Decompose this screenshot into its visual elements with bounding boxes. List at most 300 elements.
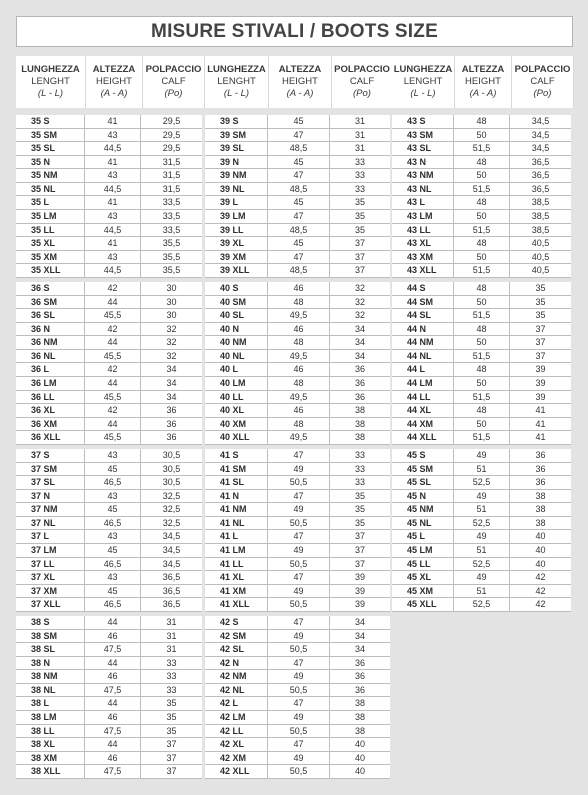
- size-cell: 39 SL: [205, 142, 268, 155]
- height-cell: 43: [85, 251, 141, 264]
- height-cell: 45,5: [85, 431, 141, 444]
- table-row: [205, 517, 390, 531]
- table-row: [16, 738, 202, 752]
- table-row: [205, 490, 390, 504]
- table-row: [205, 251, 390, 265]
- height-cell: 43: [85, 169, 141, 182]
- height-cell: 44,5: [85, 142, 141, 155]
- size-cell: 44 NL: [392, 350, 454, 363]
- height-cell: 46: [268, 363, 330, 376]
- calf-cell: 36: [354, 671, 365, 682]
- calf-cell: 40: [354, 752, 365, 763]
- height-cell: 45: [268, 196, 330, 209]
- header-calf: [143, 56, 204, 108]
- calf-cell: 37: [535, 350, 546, 361]
- size-block: [205, 282, 390, 445]
- size-cell: 37 XM: [16, 585, 85, 598]
- table-row: [16, 530, 202, 544]
- size-cell: 40 XM: [205, 418, 268, 431]
- calf-cell: 38: [535, 504, 546, 515]
- table-row: [392, 336, 571, 350]
- table-row: [392, 251, 571, 265]
- table-row: [16, 657, 202, 671]
- header-length-line-3: (L - L): [410, 88, 436, 99]
- table-row: [392, 296, 571, 310]
- size-cell: 39 LM: [205, 210, 268, 223]
- table-row: [205, 391, 390, 405]
- height-cell: 49: [268, 670, 330, 683]
- height-cell: 46,5: [85, 517, 141, 530]
- calf-cell: 32: [166, 350, 177, 361]
- height-cell: 47,5: [85, 725, 141, 738]
- height-cell: 48,5: [268, 183, 330, 196]
- height-cell: 49: [268, 503, 330, 516]
- table-row: [16, 264, 202, 278]
- height-cell: 47: [268, 449, 330, 462]
- table-row: [205, 530, 390, 544]
- table-row: [392, 323, 571, 337]
- height-cell: 47: [268, 169, 330, 182]
- size-cell: 38 XL: [16, 738, 85, 751]
- header-calf-line-2: CALF: [161, 76, 186, 87]
- size-cell: 41 SM: [205, 463, 268, 476]
- size-cell: 37 LL: [16, 558, 85, 571]
- calf-cell: 30: [166, 296, 177, 307]
- size-cell: 40 N: [205, 323, 268, 336]
- height-cell: 46,5: [85, 598, 141, 611]
- size-cell: 44 XLL: [392, 431, 454, 444]
- size-cell: 37 SM: [16, 463, 85, 476]
- table-row: [16, 224, 202, 238]
- header-height-line-3: (A - A): [286, 88, 314, 99]
- calf-cell: 35: [166, 712, 177, 723]
- calf-cell: 39: [354, 572, 365, 583]
- size-cell: 35 SM: [16, 129, 85, 142]
- height-cell: 51,5: [454, 431, 510, 444]
- size-cell: 36 LM: [16, 377, 85, 390]
- height-cell: 48: [268, 377, 330, 390]
- height-cell: 41: [85, 196, 141, 209]
- table-row: [205, 350, 390, 364]
- calf-cell: 34,5: [162, 531, 181, 542]
- table-row: [16, 296, 202, 310]
- height-cell: 48: [454, 196, 510, 209]
- header-calf-line-1: POLPACCIO: [334, 64, 390, 75]
- table-row: [16, 517, 202, 531]
- size-cell: 42 LL: [205, 725, 268, 738]
- height-cell: 45: [268, 115, 330, 128]
- table-row: [392, 391, 571, 405]
- height-cell: 50: [454, 129, 510, 142]
- height-cell: 46: [85, 752, 141, 765]
- table-row: [16, 309, 202, 323]
- table-row: [205, 296, 390, 310]
- calf-cell: 39: [535, 391, 546, 402]
- calf-cell: 32: [354, 283, 365, 293]
- size-cell: 36 LL: [16, 391, 85, 404]
- table-row: [16, 115, 202, 129]
- calf-cell: 39: [354, 599, 365, 610]
- calf-cell: 33: [354, 170, 365, 181]
- size-cell: 36 SM: [16, 296, 85, 309]
- size-cell: 40 LM: [205, 377, 268, 390]
- calf-cell: 32: [166, 337, 177, 348]
- table-row: [16, 196, 202, 210]
- table-row: [392, 431, 571, 445]
- table-row: [205, 404, 390, 418]
- height-cell: 44: [85, 697, 141, 710]
- table-row: [16, 183, 202, 197]
- height-cell: 44: [85, 336, 141, 349]
- size-cell: 45 NM: [392, 503, 454, 516]
- height-cell: 49: [268, 463, 330, 476]
- height-cell: 50: [454, 210, 510, 223]
- calf-cell: 37: [535, 323, 546, 334]
- height-cell: 48,5: [268, 142, 330, 155]
- height-cell: 51,5: [454, 183, 510, 196]
- height-cell: 50,5: [268, 643, 330, 656]
- height-cell: 47: [268, 251, 330, 264]
- calf-cell: 32: [166, 323, 177, 334]
- size-cell: 35 S: [16, 115, 85, 128]
- size-cell: 41 L: [205, 530, 268, 543]
- calf-cell: 35: [535, 296, 546, 307]
- size-cell: 45 SM: [392, 463, 454, 476]
- calf-cell: 31: [166, 630, 177, 641]
- table-row: [16, 616, 202, 630]
- calf-cell: 34,5: [531, 143, 550, 154]
- calf-cell: 37: [166, 739, 177, 750]
- calf-cell: 33: [166, 671, 177, 682]
- size-cell: 41 SL: [205, 476, 268, 489]
- table-row: [16, 765, 202, 779]
- size-cell: 45 XLL: [392, 598, 454, 611]
- height-cell: 45: [268, 156, 330, 169]
- height-cell: 47,5: [85, 684, 141, 697]
- height-cell: 43: [85, 129, 141, 142]
- height-cell: 42: [85, 363, 141, 376]
- height-cell: 49,5: [268, 391, 330, 404]
- size-cell: 35 XM: [16, 251, 85, 264]
- table-row: [205, 643, 390, 657]
- height-cell: 46: [85, 711, 141, 724]
- table-row: [205, 449, 390, 463]
- size-cell: 44 LL: [392, 391, 454, 404]
- height-cell: 48,5: [268, 264, 330, 277]
- table-row: [16, 449, 202, 463]
- size-cell: 42 XM: [205, 752, 268, 765]
- size-cell: 38 LM: [16, 711, 85, 724]
- calf-cell: 35: [535, 310, 546, 321]
- size-cell: 37 SL: [16, 476, 85, 489]
- height-cell: 49,5: [268, 309, 330, 322]
- table-row: [392, 309, 571, 323]
- size-cell: 42 NM: [205, 670, 268, 683]
- height-cell: 48: [268, 336, 330, 349]
- size-cell: 43 L: [392, 196, 454, 209]
- height-cell: 48: [454, 282, 510, 295]
- calf-cell: 35: [354, 490, 365, 501]
- header-group-3: [392, 56, 574, 108]
- size-cell: 39 NM: [205, 169, 268, 182]
- calf-cell: 34: [354, 630, 365, 641]
- height-cell: 47,5: [85, 643, 141, 656]
- size-cell: 40 XLL: [205, 431, 268, 444]
- height-cell: 44: [85, 738, 141, 751]
- table-row: [392, 129, 571, 143]
- size-cell: 39 XLL: [205, 264, 268, 277]
- calf-cell: 42: [535, 599, 546, 610]
- table-row: [392, 418, 571, 432]
- header-height-line-3: (A - A): [100, 88, 128, 99]
- height-cell: 48: [454, 323, 510, 336]
- table-row: [205, 142, 390, 156]
- size-cell: 45 XM: [392, 585, 454, 598]
- table-row: [205, 264, 390, 278]
- size-cell: 37 LM: [16, 544, 85, 557]
- height-cell: 49: [454, 571, 510, 584]
- calf-cell: 38: [354, 712, 365, 723]
- table-row: [392, 585, 571, 599]
- calf-cell: 33: [354, 156, 365, 167]
- size-cell: 35 XL: [16, 237, 85, 250]
- table-row: [205, 765, 390, 779]
- table-row: [16, 598, 202, 612]
- height-cell: 51,5: [454, 350, 510, 363]
- size-cell: 36 NL: [16, 350, 85, 363]
- size-cell: 35 XLL: [16, 264, 85, 277]
- size-block: [205, 449, 390, 612]
- height-cell: 44: [85, 296, 141, 309]
- table-row: [392, 115, 571, 129]
- height-cell: 44,5: [85, 264, 141, 277]
- table-row: [16, 129, 202, 143]
- height-cell: 44: [85, 616, 141, 629]
- height-cell: 44,5: [85, 183, 141, 196]
- calf-cell: 37: [535, 337, 546, 348]
- table-row: [205, 309, 390, 323]
- calf-cell: 31: [354, 129, 365, 140]
- size-cell: 37 XLL: [16, 598, 85, 611]
- table-row: [392, 264, 571, 278]
- calf-cell: 33: [354, 477, 365, 488]
- size-cell: 38 NM: [16, 670, 85, 683]
- calf-cell: 40: [535, 531, 546, 542]
- header-height-line-1: ALTEZZA: [92, 64, 136, 75]
- size-block: [392, 449, 571, 612]
- size-cell: 36 S: [16, 282, 85, 295]
- header-length-line-1: LUNGHEZZA: [207, 64, 266, 75]
- size-cell: 43 XLL: [392, 264, 454, 277]
- table-row: [392, 237, 571, 251]
- calf-cell: 33: [166, 657, 177, 668]
- height-cell: 45,5: [85, 391, 141, 404]
- calf-cell: 38: [535, 517, 546, 528]
- size-cell: 45 S: [392, 449, 454, 462]
- size-cell: 41 XL: [205, 571, 268, 584]
- calf-cell: 31: [354, 116, 365, 126]
- header-calf-line-3: (Po): [353, 88, 371, 99]
- header-length-line-1: LUNGHEZZA: [21, 64, 80, 75]
- calf-cell: 33: [166, 684, 177, 695]
- header-height-line-1: ALTEZZA: [278, 64, 322, 75]
- size-cell: 36 NM: [16, 336, 85, 349]
- calf-cell: 37: [354, 265, 365, 276]
- table-row: [392, 142, 571, 156]
- height-cell: 50,5: [268, 558, 330, 571]
- calf-cell: 37: [354, 251, 365, 262]
- calf-cell: 37: [354, 558, 365, 569]
- table-row: [16, 670, 202, 684]
- height-cell: 50,5: [268, 684, 330, 697]
- header-calf-line-3: (Po): [533, 88, 552, 99]
- table-row: [16, 571, 202, 585]
- table-row: [205, 503, 390, 517]
- size-cell: 45 XL: [392, 571, 454, 584]
- header-calf: [512, 56, 573, 108]
- calf-cell: 33: [354, 463, 365, 474]
- height-cell: 49: [454, 530, 510, 543]
- height-cell: 49: [454, 449, 510, 462]
- height-cell: 44: [85, 377, 141, 390]
- table-row: [16, 490, 202, 504]
- table-row: [16, 237, 202, 251]
- calf-cell: 35: [166, 725, 177, 736]
- size-cell: 36 L: [16, 363, 85, 376]
- calf-cell: 35: [354, 211, 365, 222]
- calf-cell: 38,5: [531, 224, 550, 235]
- height-cell: 45,5: [85, 309, 141, 322]
- size-cell: 40 NM: [205, 336, 268, 349]
- calf-cell: 38: [354, 725, 365, 736]
- calf-cell: 29,5: [162, 143, 181, 154]
- table-row: [392, 598, 571, 612]
- calf-cell: 38: [354, 405, 365, 416]
- calf-cell: 39: [354, 585, 365, 596]
- table-row: [392, 363, 571, 377]
- calf-cell: 37: [166, 752, 177, 763]
- header-height-line-2: HEIGHT: [465, 76, 501, 87]
- table-row: [16, 684, 202, 698]
- table-row: [16, 169, 202, 183]
- table-row: [205, 598, 390, 612]
- height-cell: 52,5: [454, 598, 510, 611]
- size-cell: 44 L: [392, 363, 454, 376]
- size-cell: 39 S: [205, 115, 268, 128]
- size-cell: 45 NL: [392, 517, 454, 530]
- calf-cell: 34: [354, 617, 365, 627]
- calf-cell: 36,5: [531, 183, 550, 194]
- size-block: [392, 282, 571, 445]
- size-cell: 38 LL: [16, 725, 85, 738]
- table-row: [16, 418, 202, 432]
- height-cell: 51: [454, 503, 510, 516]
- calf-cell: 36: [354, 657, 365, 668]
- calf-cell: 35: [166, 698, 177, 709]
- height-cell: 42: [85, 404, 141, 417]
- table-row: [392, 476, 571, 490]
- table-row: [392, 282, 571, 296]
- size-cell: 36 XL: [16, 404, 85, 417]
- size-cell: 39 N: [205, 156, 268, 169]
- height-cell: 43: [85, 490, 141, 503]
- height-cell: 50: [454, 251, 510, 264]
- height-cell: 50,5: [268, 765, 330, 778]
- size-cell: 36 XM: [16, 418, 85, 431]
- calf-cell: 34: [166, 391, 177, 402]
- size-cell: 38 NL: [16, 684, 85, 697]
- height-cell: 45: [85, 503, 141, 516]
- header-length-line-1: LUNGHEZZA: [393, 64, 453, 75]
- table-row: [205, 752, 390, 766]
- height-cell: 50,5: [268, 517, 330, 530]
- header-height: [86, 56, 142, 108]
- table-row: [205, 725, 390, 739]
- size-cell: 42 N: [205, 657, 268, 670]
- size-cell: 40 S: [205, 282, 268, 295]
- calf-cell: 33: [354, 450, 365, 460]
- calf-cell: 36: [535, 450, 546, 460]
- height-cell: 46: [268, 323, 330, 336]
- header-height-line-2: HEIGHT: [282, 76, 318, 87]
- size-cell: 44 LM: [392, 377, 454, 390]
- height-cell: 41: [85, 156, 141, 169]
- calf-cell: 34: [354, 644, 365, 655]
- size-cell: 39 XL: [205, 237, 268, 250]
- size-cell: 42 XLL: [205, 765, 268, 778]
- table-row: [205, 684, 390, 698]
- height-cell: 51,5: [454, 224, 510, 237]
- table-row: [16, 725, 202, 739]
- calf-cell: 36,5: [162, 572, 181, 583]
- size-cell: 41 S: [205, 449, 268, 462]
- height-cell: 49: [268, 630, 330, 643]
- height-cell: 44,5: [85, 224, 141, 237]
- size-block: [16, 115, 202, 278]
- header-length-line-3: (L - L): [223, 88, 250, 99]
- size-cell: 39 SM: [205, 129, 268, 142]
- height-cell: 50: [454, 336, 510, 349]
- size-cell: 42 XL: [205, 738, 268, 751]
- calf-cell: 35: [354, 224, 365, 235]
- calf-cell: 38: [354, 698, 365, 709]
- calf-cell: 37: [354, 545, 365, 556]
- table-row: [205, 363, 390, 377]
- size-cell: 40 NL: [205, 350, 268, 363]
- size-block: [392, 115, 571, 278]
- size-cell: 42 SM: [205, 630, 268, 643]
- height-cell: 48: [454, 404, 510, 417]
- size-cell: 44 SL: [392, 309, 454, 322]
- height-cell: 45: [85, 544, 141, 557]
- table-row: [16, 363, 202, 377]
- calf-cell: 40: [354, 739, 365, 750]
- table-row: [205, 738, 390, 752]
- height-cell: 43: [85, 210, 141, 223]
- table-row: [16, 251, 202, 265]
- table-row: [16, 404, 202, 418]
- size-cell: 44 XL: [392, 404, 454, 417]
- height-cell: 48: [454, 156, 510, 169]
- calf-cell: 34: [166, 378, 177, 389]
- size-cell: 42 L: [205, 697, 268, 710]
- calf-cell: 42: [535, 585, 546, 596]
- calf-cell: 30,5: [162, 463, 181, 474]
- height-cell: 48: [268, 418, 330, 431]
- height-cell: 46: [268, 282, 330, 295]
- size-block: [16, 616, 202, 779]
- calf-cell: 38: [354, 432, 365, 443]
